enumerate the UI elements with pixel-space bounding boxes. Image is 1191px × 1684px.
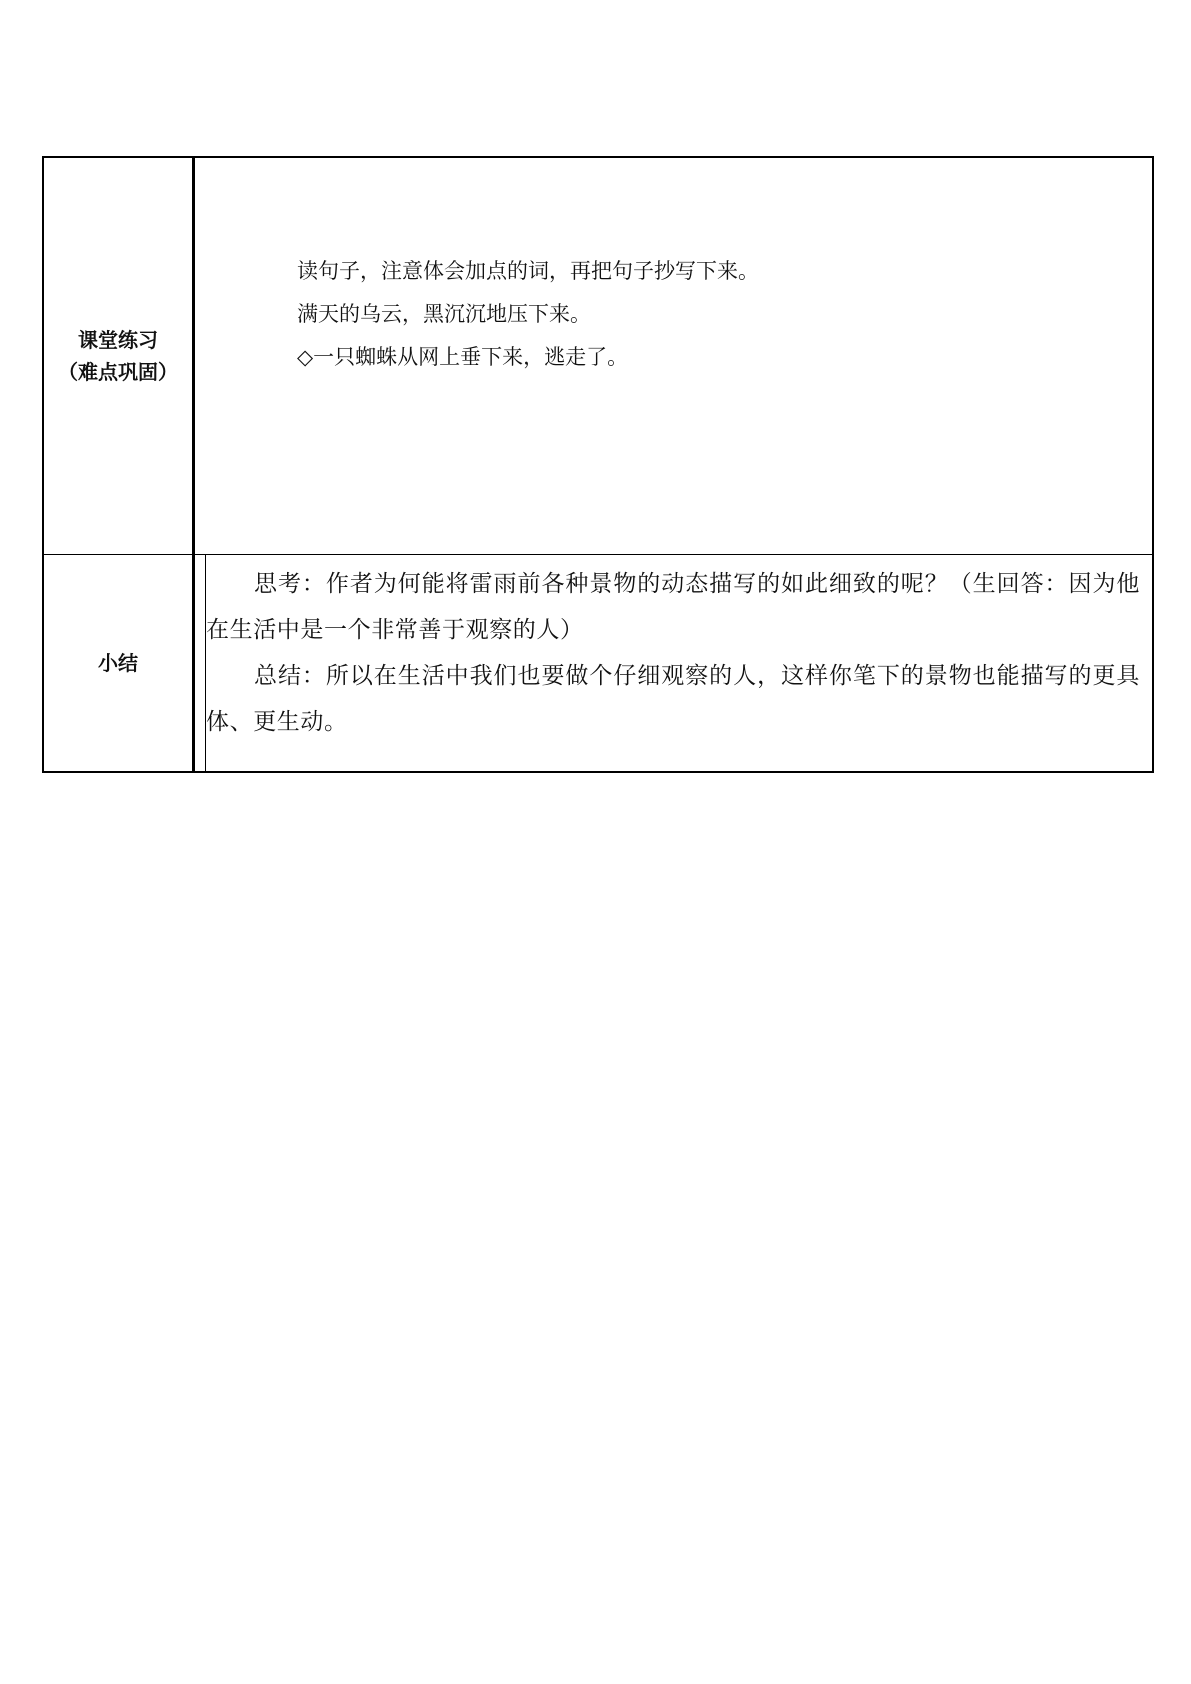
- summary-label: 小结: [98, 651, 138, 675]
- practice-content-cell: [194, 157, 1154, 555]
- summary-inner: [205, 555, 1142, 771]
- summary-wrap: [195, 555, 1152, 771]
- practice-label-cell: [43, 157, 194, 555]
- practice-label-line2: （难点巩固）: [58, 360, 178, 384]
- practice-instruction: 读句子，注意体会加点的词，再把句子抄写下来。: [297, 259, 759, 283]
- practice-sentence-2: ◇一只蜘蛛从网上垂下来，逃走了。: [297, 345, 629, 369]
- summary-conclusion-paragraph: 总结：所以在生活中我们也要做个仔细观察的人，这样你笔下的景物也能描写的更具体、更生动。: [206, 663, 1140, 735]
- lesson-table: [42, 156, 1154, 773]
- summary-content-cell: [194, 555, 1154, 773]
- practice-sentence-1: 满天的乌云，黑沉沉地压下来。: [297, 302, 591, 326]
- summary-thinking-paragraph: 思考：作者为何能将雷雨前各种景物的动态描写的如此细致的呢？（生回答：因为他在生活中是一个非常善于观察的人）: [206, 571, 1140, 643]
- table-row-summary: [43, 555, 1153, 773]
- summary-label-cell: [43, 555, 194, 773]
- table-row-practice: [43, 157, 1153, 555]
- practice-body: [195, 158, 1152, 554]
- practice-label-line1: 课堂练习: [78, 328, 158, 352]
